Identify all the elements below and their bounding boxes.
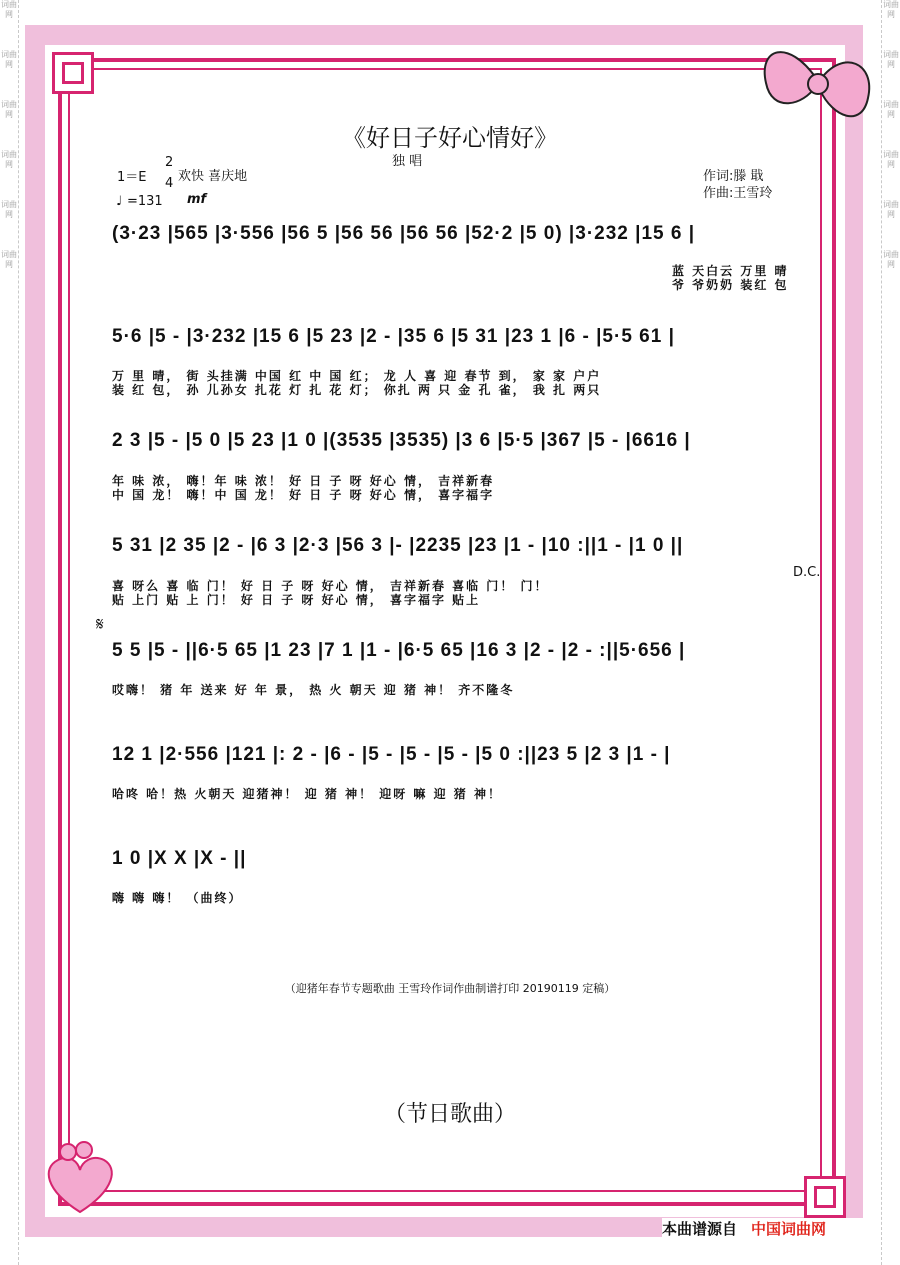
side-watermark-text: 词曲网 [1, 150, 17, 169]
lyric-row-4-verse-2: 贴 上门 贴 上 门！ 好 日 子 呀 好心 情， 喜字福字 贴上 [112, 593, 481, 607]
dynamic-marking: mf [187, 192, 207, 207]
lyric-row-1-verse-1: 蓝 天白云 万里 晴 [672, 264, 789, 278]
side-watermark-text: 词曲网 [883, 100, 899, 119]
da-capo-marking: D.C. [793, 565, 821, 580]
right-watermark-strip [881, 0, 900, 1265]
key-signature: 1＝E [117, 170, 147, 185]
lyric-row-1-verse-2: 爷 爷奶奶 装红 包 [672, 278, 789, 292]
time-signature-bottom: 4 [165, 176, 174, 191]
side-watermark-text: 词曲网 [1, 50, 17, 69]
tempo-description: 欢快 喜庆地 [178, 169, 248, 184]
bottom-right-corner-ornament [804, 1176, 846, 1218]
notation-row-3: 2 3 |5 - |5 0 |5 23 |1 0 |(3535 |3535) |3 6 |5·5 |367 |5 - |6616 | [112, 430, 691, 451]
notation-row-4: 5 31 |2 35 |2 - |6 3 |2·3 |56 3 |- |2235 |23 |1 - |10 :||1 - |1 0 || [112, 535, 684, 556]
segno-icon: 𝄋 [96, 614, 104, 635]
tempo-marking: =131 [127, 194, 163, 209]
lyric-row-5: 哎嗨！ 猪 年 送来 好 年 景， 热 火 朝天 迎 猪 神！ 齐不隆冬 [112, 683, 515, 697]
side-watermark-text: 词曲网 [1, 200, 17, 219]
lyric-row-2-verse-1: 万 里 晴， 街 头挂满 中国 红 中 国 红； 龙 人 喜 迎 春节 到， 家 家 户户 [112, 369, 602, 383]
notation-row-6: 12 1 |2·556 |121 |: 2 - |6 - |5 - |5 - |5 - |5 0 :||23 5 |2 3 |1 - | [112, 744, 671, 765]
side-watermark-text: 词曲网 [883, 150, 899, 169]
lyric-row-7: 嗨 嗨 嗨！ （曲终） [112, 891, 243, 905]
side-watermark-text: 词曲网 [1, 100, 17, 119]
song-title: 《好日子好心情好》 [342, 124, 558, 152]
side-watermark-text: 词曲网 [883, 200, 899, 219]
lyricist-credit: 作词:滕 戢 [703, 169, 764, 184]
lyric-row-3-verse-1: 年 味 浓， 嗨！年 味 浓！ 好 日 子 呀 好心 情， 吉祥新春 [112, 474, 495, 488]
composer-credit: 作曲:王雪玲 [703, 186, 773, 201]
left-watermark-strip [0, 0, 19, 1265]
top-left-corner-ornament [52, 52, 94, 94]
notation-row-2: 5·6 |5 - |3·232 |15 6 |5 23 |2 - |35 6 |5 31 |23 1 |6 - |5·5 61 | [112, 326, 675, 347]
pink-heart-icon [40, 1140, 120, 1220]
song-category: （节日歌曲） [383, 1102, 516, 1127]
side-watermark-text: 词曲网 [883, 250, 899, 269]
notation-row-7: 1 0 |X X |X - || [112, 848, 247, 869]
notation-row-1: (3·23 |565 |3·556 |56 5 |56 56 |56 56 |52·2 |5 0) |3·232 |15 6 | [112, 223, 696, 244]
lyric-row-4-verse-1: 喜 呀么 喜 临 门！ 好 日 子 呀 好心 情， 吉祥新春 喜临 门！ 门！ [112, 579, 549, 593]
source-site-link[interactable]: 中国词曲网 [751, 1220, 827, 1238]
composition-note: （迎猪年春节专题歌曲 王雪玲作词作曲制谱打印 20190119 定稿） [284, 982, 616, 995]
side-watermark-text: 词曲网 [883, 50, 899, 69]
source-banner [662, 1218, 877, 1240]
side-watermark-text: 词曲网 [1, 0, 17, 19]
lyric-row-6: 哈咚 哈！热 火朝天 迎猪神！ 迎 猪 神！ 迎呀 嘛 迎 猪 神！ [112, 787, 502, 801]
performance-type: 独 唱 [392, 154, 423, 169]
quarter-note-icon: ♩ [116, 194, 123, 209]
lyric-row-2-verse-2: 装 红 包， 孙 儿孙女 扎花 灯 扎 花 灯； 你扎 两 只 金 孔 雀， 我 扎 两只 [112, 383, 602, 397]
time-signature-top: 2 [165, 155, 174, 170]
side-watermark-text: 词曲网 [1, 250, 17, 269]
side-watermark-text: 词曲网 [883, 0, 899, 19]
source-label: 本曲谱源自 [662, 1220, 738, 1238]
notation-row-5: 5 5 |5 - ||6·5 65 |1 23 |7 1 |1 - |6·5 65 |16 3 |2 - |2 - :||5·656 | [112, 640, 686, 661]
lyric-row-3-verse-2: 中 国 龙！ 嗨！中 国 龙！ 好 日 子 呀 好心 情， 喜字福字 [112, 488, 495, 502]
